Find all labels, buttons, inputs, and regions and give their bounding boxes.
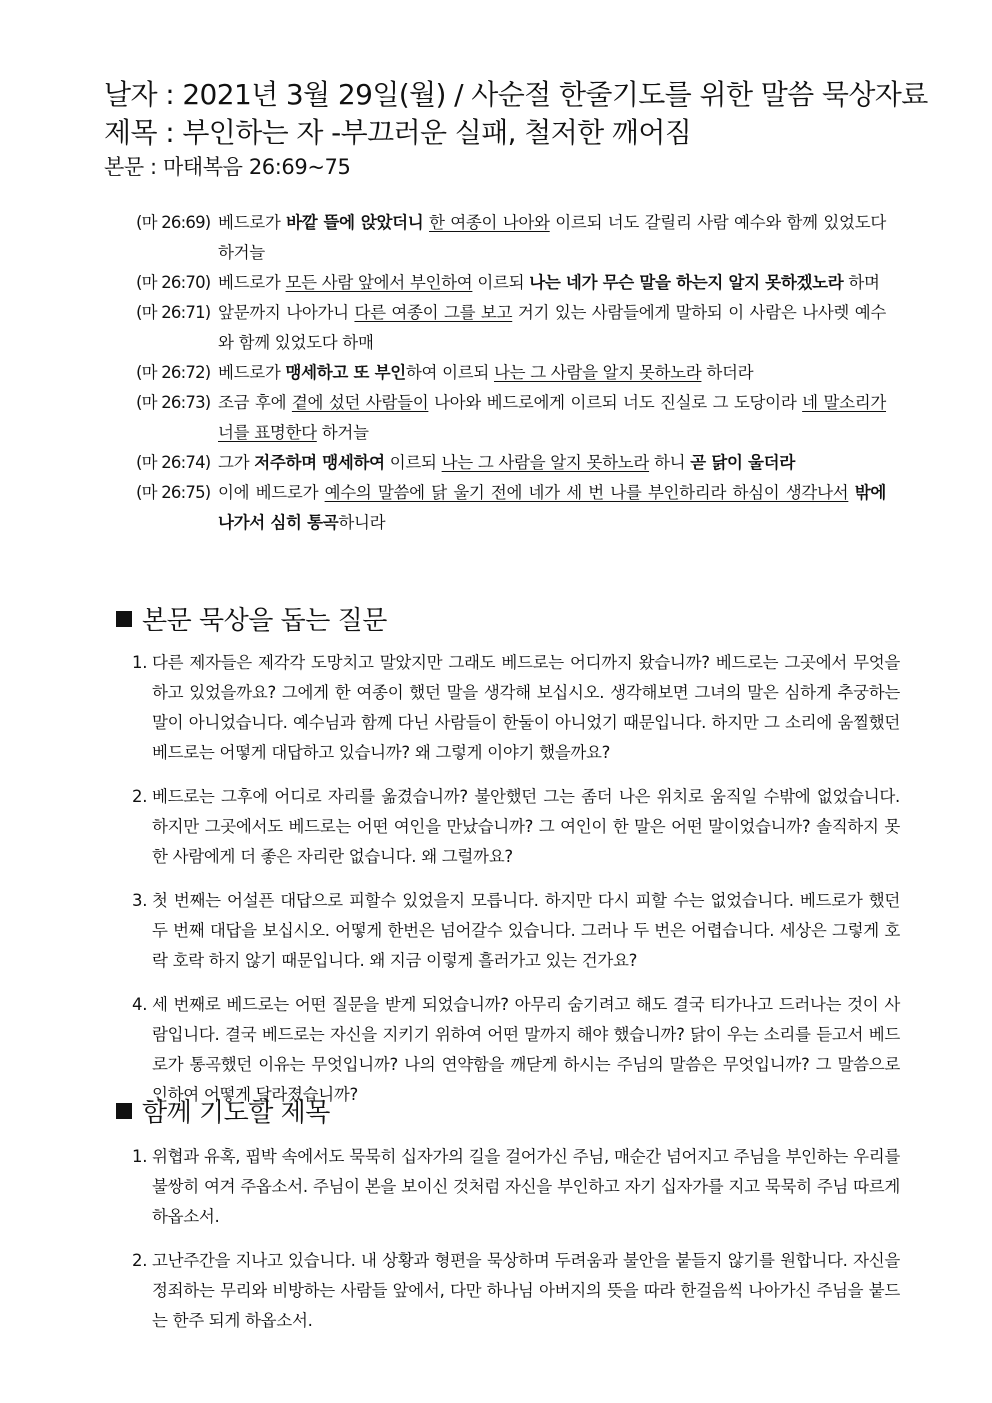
item-text: 고난주간을 지나고 있습니다. 내 상황과 형편을 묵상하며 두려움과 불안을 붙들지 않기를 원합니다. 자신을 정죄하는 무리와 비방하는 사람들 앞에서, 다만 하나님 아버지의 뜻을 따라 한걸음씩 나아가신 주님을 붙드는 한주 되게 하옵소서. — [152, 1251, 900, 1330]
verse-segment: 베드로가 — [218, 273, 286, 292]
questions-list — [132, 648, 900, 1110]
verse-bold-segment: 맹세하고 또 부인 — [285, 363, 406, 382]
verse-bold-segment: 바깥 뜰에 앉았더니 — [286, 213, 424, 232]
verse-segment: 그가 — [218, 453, 255, 472]
verse-segment: 이에 베드로가 — [218, 483, 325, 502]
square-bullet-icon — [116, 1103, 132, 1119]
prayer-item — [132, 1246, 900, 1336]
item-number: 2. — [132, 1251, 148, 1270]
verse-row — [136, 208, 886, 268]
questions-section-title: 본문 묵상을 돕는 질문 — [116, 604, 387, 638]
verse-segment: 하니라 — [338, 513, 386, 532]
verse-text — [218, 388, 886, 448]
verse-row — [136, 268, 886, 298]
verse-underlined-segment: 곁에 섰던 사람들이 — [291, 393, 429, 412]
title-line: 제목 : 부인하는 자 -부끄러운 실패, 철저한 깨어짐 — [104, 116, 692, 149]
verse-text — [218, 208, 886, 268]
verse-bold-segment: 나는 네가 무슨 말을 하는지 알지 못하겠노라 — [529, 273, 844, 292]
verse-text — [218, 448, 886, 478]
item-text: 위협과 유혹, 핍박 속에서도 묵묵히 십자가의 길을 걸어가신 주님, 매순간 넘어지고 주님을 부인하는 우리를 불쌍히 여겨 주옵소서. 주님이 본을 보이신 것처럼 자신을 부인하고 자기 십자가를 지고 묵묵히 주님 따르게 하옵소서. — [152, 1147, 900, 1226]
verse-reference: (마 26:74) — [136, 453, 211, 472]
verse-underlined-segment: 모든 사람 앞에서 부인하여 — [285, 273, 473, 292]
verse-segment: 조금 후에 — [218, 393, 292, 412]
verse-bold-segment: 곧 닭이 울더라 — [690, 453, 795, 472]
verse-underlined-segment: 나는 그 사람을 알지 못하노라 — [441, 453, 650, 472]
verse-row — [136, 358, 886, 388]
question-item — [132, 782, 900, 872]
item-number: 1. — [132, 653, 148, 672]
verse-segment: 하며 — [843, 273, 880, 292]
prayer-list — [132, 1142, 900, 1336]
item-number: 3. — [132, 891, 148, 910]
item-number: 2. — [132, 787, 148, 806]
verse-row — [136, 478, 886, 538]
document-header — [104, 76, 944, 182]
square-bullet-icon — [116, 611, 132, 627]
verse-row — [136, 388, 886, 448]
verse-text — [218, 298, 886, 358]
question-item — [132, 990, 900, 1110]
verse-segment: 이르되 — [472, 273, 530, 292]
item-text: 다른 제자들은 제각각 도망치고 말았지만 그래도 베드로는 어디까지 왔습니까? 베드로는 그곳에서 무엇을 하고 있었을까요? 그에게 한 여종이 했던 말을 생각해 보십시오. 생각해보면 그녀의 말은 심하게 추궁하는 말이 아니었습니다. 예수님과 함께 다닌 사람들이 한둘이 아니었기 때문입니다. 하지만 그 소리에 움찔했던 베드로는 어떻게 대답하고 있습니까? 왜 그렇게 이야기 했을까요? — [152, 653, 900, 762]
scripture-verses — [136, 208, 886, 538]
verse-segment: 이르되 너도 갈릴리 사람 예수와 함께 있었도다 하거늘 — [218, 213, 886, 262]
verse-segment: 하더라 — [701, 363, 754, 382]
verse-segment: 앞문까지 나아가니 — [218, 303, 355, 322]
verse-bold-segment: 저주하며 맹세하여 — [254, 453, 385, 472]
verse-reference: (마 26:70) — [136, 273, 211, 292]
verse-text — [218, 478, 886, 538]
question-item — [132, 648, 900, 768]
item-number: 1. — [132, 1147, 148, 1166]
verse-segment: 베드로가 — [218, 213, 287, 232]
verse-underlined-segment: 예수의 말씀에 닭 울기 전에 네가 세 번 나를 부인하리라 하심이 생각나서 — [324, 483, 849, 502]
verse-reference: (마 26:75) — [136, 483, 211, 502]
verse-text — [218, 358, 886, 388]
date-line: 날자 : 2021년 3월 29일(월) / 사순절 한줄기도를 위한 말씀 묵상자료 — [104, 78, 928, 111]
verse-underlined-segment: 한 여종이 나아와 — [429, 213, 550, 232]
verse-segment: 하니 — [649, 453, 691, 472]
verse-segment: 나아와 베드로에게 이르되 너도 진실로 그 도당이라 — [428, 393, 803, 412]
verse-underlined-segment: 다른 여종이 그를 보고 — [354, 303, 513, 322]
item-number: 4. — [132, 995, 148, 1014]
prayer-section-title: 함께 기도할 제목 — [116, 1096, 330, 1130]
verse-segment: 베드로가 — [218, 363, 286, 382]
verse-segment: 이르되 — [384, 453, 442, 472]
verse-bold-segment: 밖에 나가서 심히 통곡 — [218, 483, 886, 532]
question-item — [132, 886, 900, 976]
item-text: 첫 번째는 어설픈 대답으로 피할수 있었을지 모릅니다. 하지만 다시 피할 수는 없었습니다. 베드로가 했던 두 번째 대답을 보십시오. 어떻게 한번은 넘어갈수 있습니다. 그러나 두 번은 어렵습니다. 세상은 그렇게 호락 호락 하지 않기 때문입니다. 왜 지금 이렇게 흘러가고 있는 건가요? — [152, 891, 900, 970]
item-text: 베드로는 그후에 어디로 자리를 옮겼습니까? 불안했던 그는 좀더 나은 위치로 움직일 수밖에 없었습니다. 하지만 그곳에서도 베드로는 어떤 여인을 만났습니까? 그 여인이 한 말은 어떤 말이었습니까? 솔직하지 못한 사람에게 더 좋은 자리란 없습니다. 왜 그럴까요? — [152, 787, 900, 866]
verse-underlined-segment: 네 말소리가 너를 표명한다 — [218, 393, 887, 442]
verse-row — [136, 448, 886, 478]
verse-text — [218, 268, 886, 298]
verse-reference: (마 26:71) — [136, 303, 211, 322]
item-text: 세 번째로 베드로는 어떤 질문을 받게 되었습니까? 아무리 숨기려고 해도 결국 티가나고 드러나는 것이 사람입니다. 결국 베드로는 자신을 지키기 위하여 어떤 말까지 해야 했습니까? 닭이 우는 소리를 듣고서 베드로가 통곡했던 이유는 무엇입니까? 나의 연약함을 깨닫게 하시는 주님의 말씀은 무엇입니까? 그 말씀으로 인하여 어떻게 달라졌습니까? — [152, 995, 900, 1104]
verse-underlined-segment: 나는 그 사람을 알지 못하노라 — [493, 363, 702, 382]
prayer-item — [132, 1142, 900, 1232]
verse-row — [136, 298, 886, 358]
verse-segment: 하거늘 — [316, 423, 369, 442]
verse-segment: 하여 이르되 — [405, 363, 494, 382]
verse-segment: 거기 있는 사람들에게 말하되 이 사람은 나사렛 예수와 함께 있었도다 하매 — [218, 303, 886, 352]
verse-reference: (마 26:69) — [136, 213, 211, 232]
passage-line: 본문 : 마태복음 26:69~75 — [104, 155, 351, 179]
verse-reference: (마 26:73) — [136, 393, 211, 412]
verse-reference: (마 26:72) — [136, 363, 211, 382]
